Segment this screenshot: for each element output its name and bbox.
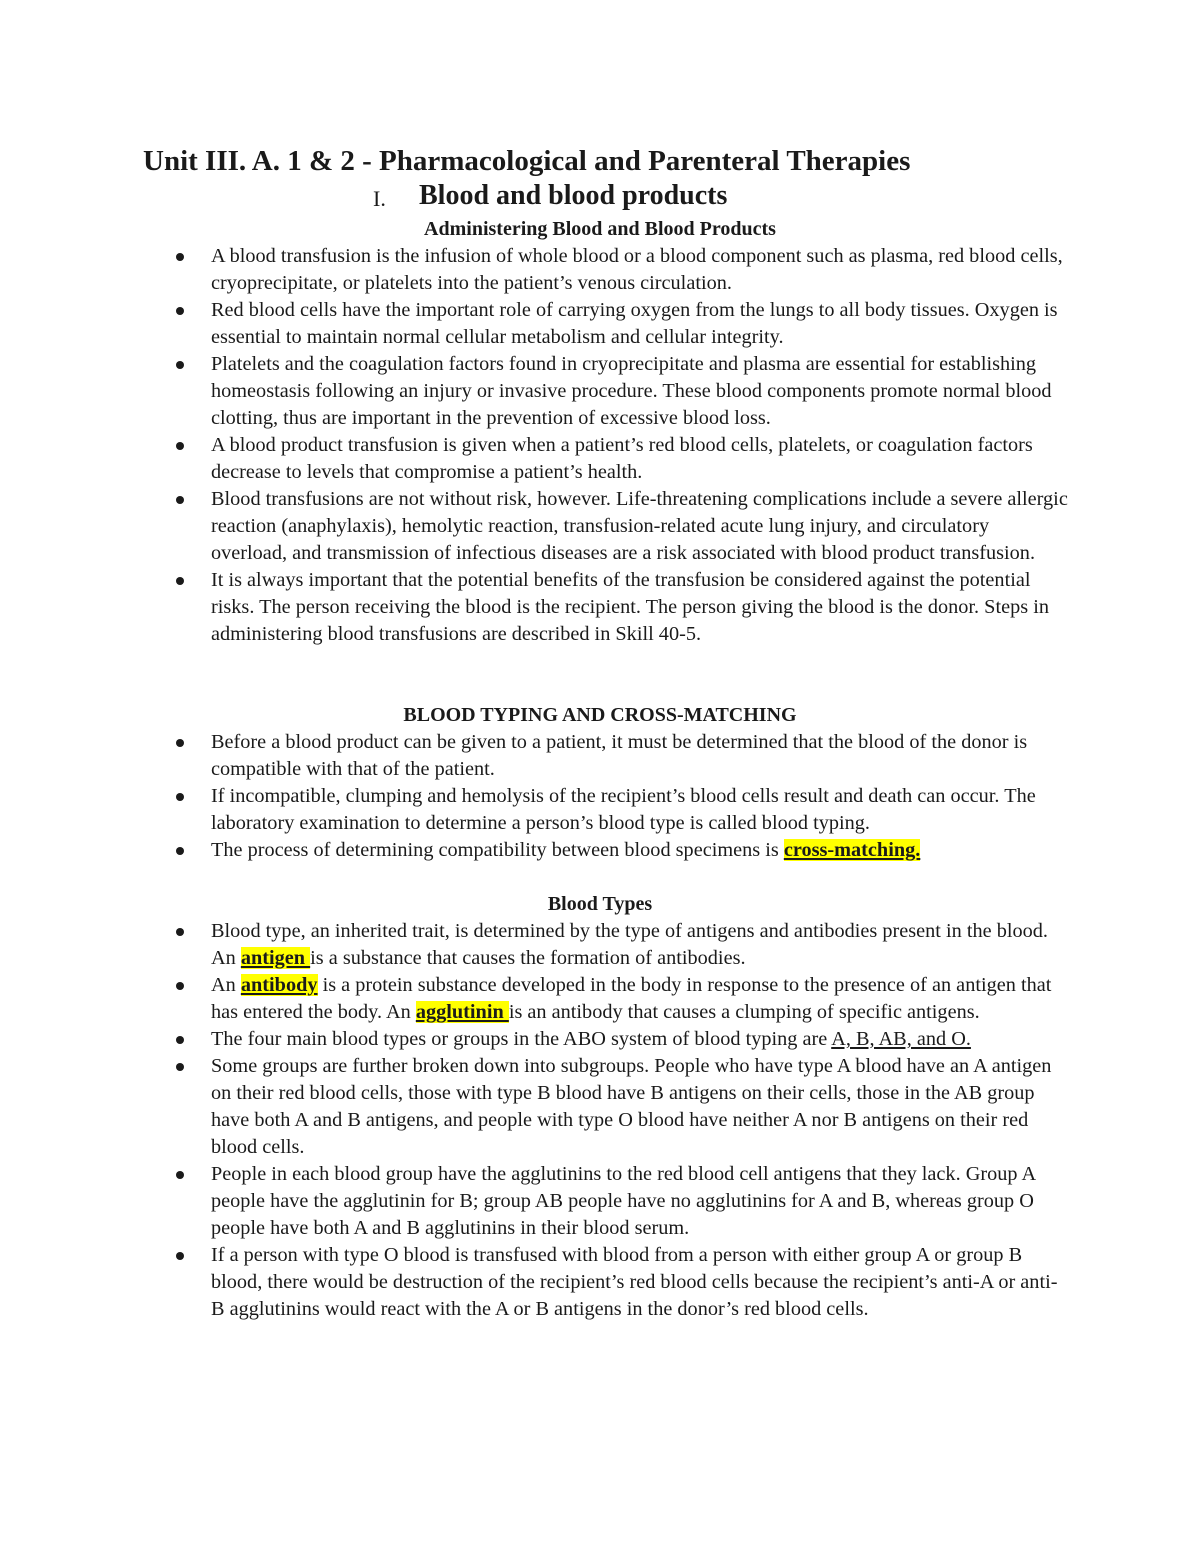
subheading-blood-types: Blood Types [547,893,653,915]
list-item: The four main blood types or groups in the ABO system of blood typing are A, B, AB, and O. [0,1026,1200,1053]
bullet-icon [176,793,184,801]
bullet-icon [176,577,184,585]
list-item: Red blood cells have the important role of carrying oxygen from the lungs to all body tissues. Oxygen is essential to maintain normal cellular metabolism and cellular integrity. [0,297,1200,351]
highlight-agglutinin: agglutinin [415,1001,509,1023]
highlight-antigen: antigen [240,947,311,969]
list-item: The process of determining compatibility between blood specimens is cross-matching. [0,837,1200,864]
list-item: People in each blood group have the agglutinins to the red blood cell antigens that they lack. Group A people have the agglutinin for B; group AB people have no agglutinins for A and B, whereas group O people have both A and B agglutinins in their blood serum. [0,1161,1200,1242]
bullet-icon [176,1036,184,1044]
list-item: Blood type, an inherited trait, is determined by the type of antigens and antibodies present in the blood. An antigen is a substance that causes the formation of antibodies. [0,918,1200,972]
bullet-icon [176,253,184,261]
bullet-icon [176,847,184,855]
highlight-antibody: antibody [240,974,318,996]
bullet-icon [176,361,184,369]
list-item: Blood transfusions are not without risk, however. Life-threatening complications include a severe allergic reaction (anaphylaxis), hemolytic reaction, transfusion-related acute lung injury, and circulatory overload, and transmission of infectious diseases are a risk associated with blood product transfusion. [0,486,1200,567]
blood-typing-list [0,729,1200,864]
subheading-administering: Administering Blood and Blood Products [424,218,776,240]
list-item: Some groups are further broken down into subgroups. People who have type A blood have an A antigen on their red blood cells, those with type B blood have B antigens on their cells, those in the AB group have both A and B antigens, and people with type O blood have neither A nor B antigens on their red blood cells. [0,1053,1200,1161]
bullet-icon [176,982,184,990]
list-item: If incompatible, clumping and hemolysis of the recipient’s blood cells result and death can occur. The laboratory examination to determine a person’s blood type is called blood typing. [0,783,1200,837]
section-title: Blood and blood products [419,180,728,211]
highlight-cross-matching: cross-matching. [783,839,921,861]
section-number: I. [373,186,386,211]
document-title: Unit III. A. 1 & 2 - Pharmacological and Parenteral Therapies [143,145,911,177]
bullet-icon [176,307,184,315]
list-item: A blood transfusion is the infusion of whole blood or a blood component such as plasma, red blood cells, cryoprecipitate, or platelets into the patient’s venous circulation. [0,243,1200,297]
bullet-icon [176,1171,184,1179]
blood-types-underlined: A, B, AB, and O. [831,1028,971,1050]
administering-list [0,243,1200,648]
list-item: An antibody is a protein substance developed in the body in response to the presence of an antigen that has entered the body. An agglutinin is an antibody that causes a clumping of specific antigens. [0,972,1200,1026]
list-item: Platelets and the coagulation factors found in cryoprecipitate and plasma are essential for establishing homeostasis following an injury or invasive procedure. These blood components promote normal blood clotting, thus are important in the prevention of excessive blood loss. [0,351,1200,432]
bullet-icon [176,1252,184,1260]
bullet-icon [176,496,184,504]
bullet-icon [176,928,184,936]
bullet-icon [176,1063,184,1071]
list-item: If a person with type O blood is transfused with blood from a person with either group A or group B blood, there would be destruction of the recipient’s red blood cells because the recipient’s anti-A or anti-B agglutinins would react with the A or B antigens in the donor’s red blood cells. [0,1242,1200,1323]
list-item: A blood product transfusion is given when a patient’s red blood cells, platelets, or coagulation factors decrease to levels that compromise a patient’s health. [0,432,1200,486]
bullet-icon [176,739,184,747]
list-item: It is always important that the potential benefits of the transfusion be considered against the potential risks. The person receiving the blood is the recipient. The person giving the blood is the donor. Steps in administering blood transfusions are described in Skill 40-5. [0,567,1200,648]
bullet-icon [176,442,184,450]
subheading-blood-typing: BLOOD TYPING AND CROSS-MATCHING [403,704,797,726]
blood-types-list [0,918,1200,1323]
list-item: Before a blood product can be given to a patient, it must be determined that the blood of the donor is compatible with that of the patient. [0,729,1200,783]
